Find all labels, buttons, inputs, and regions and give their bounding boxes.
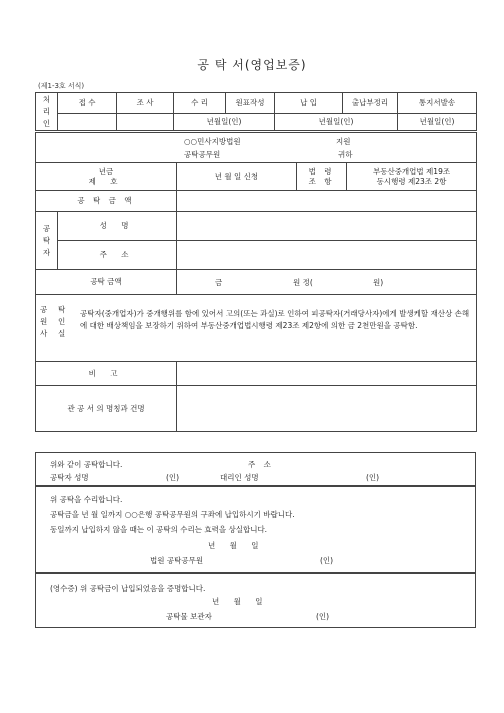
depositor-name-label: 성 명	[58, 212, 177, 241]
declaration-address: 주 소	[248, 460, 274, 469]
depositor-address-value	[177, 241, 477, 270]
court-addressee: 귀하	[338, 149, 353, 159]
amount-won-prefix: 금	[215, 277, 223, 287]
receipt-date: 년 월 일	[212, 597, 269, 606]
cell-payment-date: 년월일(인)	[275, 114, 398, 131]
declaration-agent: 대리인 성명	[220, 473, 259, 482]
deposit-amount-label: 공 탁 금 액	[36, 191, 177, 212]
declaration-box	[35, 452, 476, 486]
receipt-line-1: (영수증) 위 공탁금이 납입되었음을 증명합니다.	[50, 584, 206, 593]
declaration-agent-seal: (인)	[366, 473, 380, 482]
header-acceptance: 수 리	[174, 93, 226, 114]
page-title: 공 탁 서(영업보증)	[197, 58, 307, 72]
application-date-cell: 년 월 일 신청	[177, 163, 297, 191]
reason-side-label-2: 탁 인 실	[58, 304, 66, 338]
header-record: 원표작성	[226, 93, 275, 114]
depositor-side-label: 공 탁 자	[36, 212, 58, 270]
law-label-cell: 법 령 조 항	[297, 163, 347, 191]
header-inspection: 조 사	[117, 93, 174, 114]
court-officer: 공탁공무원	[184, 149, 221, 159]
acceptance-seal: (인)	[320, 556, 334, 565]
acceptance-line-1: 위 공탁을 수리합니다.	[50, 495, 123, 504]
form-number: (제1-3호 서식)	[38, 82, 85, 90]
acceptance-date: 년 월 일	[208, 541, 265, 550]
remark-label: 비 고	[36, 362, 177, 386]
reason-side-label-1: 공 원 사	[40, 304, 48, 338]
declaration-seal: (인)	[166, 473, 180, 482]
depositor-address-label: 주 소	[58, 241, 177, 270]
case-number-cell: 년금 제 호	[36, 163, 177, 191]
header-payment: 납 입	[275, 93, 343, 114]
acceptance-officer: 법원 공탁공무원	[150, 556, 204, 565]
header-notice: 통지서발송	[398, 93, 477, 114]
court-name: ○○민사지방법원	[184, 136, 241, 146]
reason-cell	[36, 295, 477, 362]
receipt-keeper: 공탁물 보관자	[166, 612, 212, 621]
amount-row-label: 공탁 금액	[36, 270, 177, 295]
receipt-box	[35, 573, 476, 628]
header-ledger: 출납부정리	[343, 93, 398, 114]
processing-table	[35, 92, 477, 131]
acceptance-line-2: 공탁금을 년 월 일까지 ○○은행 공탁공무원의 구좌에 납입하시기 바랍니다.	[50, 510, 295, 519]
acceptance-box	[35, 486, 476, 573]
amount-won-suffix: 원)	[373, 277, 384, 287]
main-form-table	[35, 132, 477, 432]
cell-receipt	[58, 114, 117, 131]
office-value	[177, 386, 477, 432]
receipt-seal: (인)	[316, 612, 330, 621]
declaration-name: 공탁자 성명	[50, 473, 89, 482]
cell-notice-date: 년월일(인)	[398, 114, 477, 131]
court-cell	[36, 133, 477, 163]
amount-row-value	[177, 270, 477, 295]
deposit-amount-value	[177, 191, 477, 212]
cell-inspection-date	[117, 114, 174, 131]
processing-side-label: 처 리 인	[36, 93, 58, 131]
remark-value	[177, 362, 477, 386]
cell-acceptance-date: 년월일(인)	[174, 114, 275, 131]
depositor-name-value	[177, 212, 477, 241]
office-label: 관 공 서 의 명칭과 건명	[36, 386, 177, 432]
reason-text: 공탁자(중개업자)가 중개행위를 함에 있어서 고의(또는 과실)로 인하여 피공탁자(거래당사자)에게 발생케할 재산상 손해에 대한 배상책임을 보장하기 위하여 부동산중개업법시행령 제23조 제2항에 의한 금 2천만원을 공탁함.	[80, 308, 470, 331]
law-value-cell: 부동산중개업법 제19조 동시행령 제23조 2항	[347, 163, 477, 191]
court-branch: 지원	[336, 136, 351, 146]
amount-won-label: 원 정(	[293, 277, 313, 287]
header-receipt: 접 수	[58, 93, 117, 114]
acceptance-line-3: 동일까지 납입하지 않을 때는 이 공탁의 수리는 효력을 상실합니다.	[50, 525, 268, 534]
declaration-text: 위와 같이 공탁합니다.	[50, 460, 123, 469]
